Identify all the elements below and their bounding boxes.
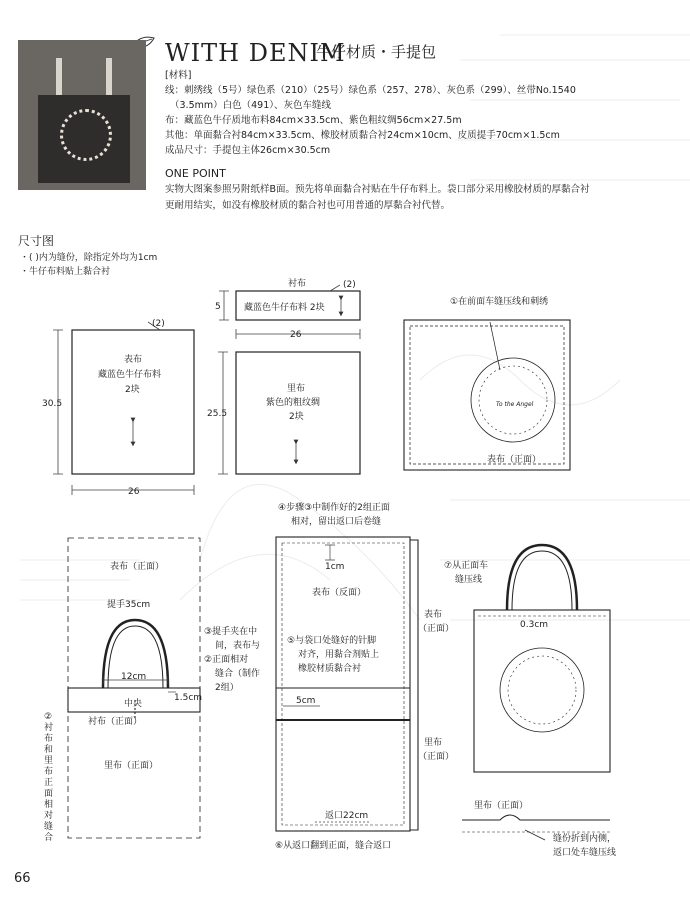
opening-label: 返口22cm	[325, 811, 369, 821]
outer-label-3: 2块	[125, 385, 140, 395]
lining-strip-title: 衬布	[288, 279, 307, 289]
size-chart-heading: 尺寸图	[18, 234, 55, 248]
materials-heading: [材料]	[165, 70, 192, 81]
size-note-2: ・牛仔布料贴上黏合衬	[20, 267, 111, 277]
right-outer-label-1: 表布	[424, 610, 443, 620]
finished-bag	[474, 610, 610, 772]
step-3-line-2: 间，表布与	[215, 641, 261, 651]
lining-strip-seam: (2)	[343, 280, 356, 290]
materials-line-2: （3.5mm）白色（491）、灰色车缝线	[170, 100, 331, 111]
outer-width-label: 26	[128, 487, 140, 497]
sewn-pair	[276, 537, 410, 831]
center-mark: 中央	[124, 699, 143, 709]
step-3-line-3: ②正面相对	[204, 655, 249, 665]
dim-1cm: 1cm	[325, 562, 345, 572]
handle-length: 提手35cm	[107, 600, 151, 610]
inner-height-label: 25.5	[207, 409, 228, 419]
inner-label-3: 2块	[289, 412, 304, 422]
step-5-line-2: 对齐，用黏合剂贴上	[298, 650, 380, 660]
fold-line-2: 返口处车缝压线	[553, 848, 617, 858]
page-number: 66	[14, 871, 31, 886]
left-outer-face: 表布（正面）	[110, 562, 165, 572]
right-outer-label-2: （正面）	[418, 624, 455, 634]
materials-line-1: 线：刺绣线（5号）绿色系（210）（25号）绿色系（257、278）、灰色系（299）、丝带No.1540	[165, 85, 576, 96]
materials-line-4: 其他：单面黏合衬84cm×33.5cm、橡胶材质黏合衬24cm×10cm、皮质提手70cm×1.5cm	[165, 130, 560, 141]
step-3-line-4: 缝合（制作	[215, 669, 261, 679]
front-label: 表布（正面）	[487, 455, 542, 465]
one-point-heading: ONE POINT	[165, 167, 226, 180]
outer-label-1: 表布	[124, 355, 143, 365]
inner-width-label: 26	[290, 330, 302, 340]
one-point-line-1: 实物大图案参照另附纸样B面。预先将单面黏合衬贴在牛仔布料上。袋口部分采用橡胶材质的厚黏合衬	[165, 184, 590, 195]
inner-face-left: 里布（正面）	[104, 761, 159, 771]
handle-gap: 12cm	[121, 672, 147, 682]
size-note-1: ・( )内为缝份，除指定外均为1cm	[20, 253, 158, 263]
step-3-line-5: 2组）	[215, 683, 239, 693]
step-7-line-1: ⑦从正面车	[444, 561, 489, 571]
title-chinese: 牛仔材质・手提包	[316, 43, 437, 61]
right-inner-label-1: 里布	[424, 738, 443, 748]
outer-label-2: 藏蓝色牛仔布料	[98, 370, 162, 380]
outer-back-label: 表布（反面）	[312, 588, 367, 598]
outer-height-label: 30.5	[42, 399, 63, 409]
materials-line-5: 成品尺寸：手提包主体26cm×30.5cm	[165, 145, 331, 156]
outer-seam-label: (2)	[152, 319, 165, 329]
step-4-line-1: ④步骤③中制作好的2组正面	[278, 503, 390, 513]
title-english: WITH DENIM	[165, 39, 346, 67]
materials-line-3: 布：藏蓝色牛仔质地布料84cm×33.5cm、紫色粗纹绸56cm×27.5m	[165, 115, 462, 126]
step-2-vertical-label: ②衬布和里布正面相对缝合	[44, 712, 54, 843]
step-1-label: ①在前面车缝压线和刺绣	[450, 297, 549, 307]
inner-label-1: 里布	[287, 384, 306, 394]
one-point-line-2: 更耐用结实，如没有橡胶材质的黏合衬也可用普通的厚黏合衬代替。	[165, 200, 451, 211]
step-5-line-1: ⑤与袋口处缝好的针脚	[287, 636, 377, 646]
dim-5cm: 5cm	[296, 696, 316, 706]
step-3-line-1: ③提手夹在中	[204, 627, 258, 637]
dim-0-3cm: 0.3cm	[520, 620, 549, 630]
step-6-label: ⑥从返口翻到正面，缝合返口	[275, 841, 392, 851]
outer-piece	[72, 330, 194, 474]
handle-offset: 1.5cm	[174, 693, 203, 703]
inner-face-small: 里布（正面）	[474, 801, 529, 811]
fold-line-1: 缝份折到内侧，	[553, 834, 617, 844]
step-7-line-2: 缝压线	[455, 575, 483, 585]
lining-strip-label: 藏蓝色牛仔布料 2块	[244, 303, 325, 313]
embroidery-text: To the Angel	[496, 401, 534, 408]
front-panel	[404, 320, 570, 470]
right-inner-label-2: （正面）	[418, 752, 455, 762]
step-5-line-3: 橡胶材质黏合衬	[298, 664, 362, 674]
lining-strip-height: 5	[215, 302, 221, 312]
step-4-line-2: 相对，留出返口后卷缝	[291, 517, 382, 527]
lining-face: 衬布（正面）	[88, 717, 143, 727]
inner-label-2: 紫色的粗纹绸	[266, 398, 321, 408]
